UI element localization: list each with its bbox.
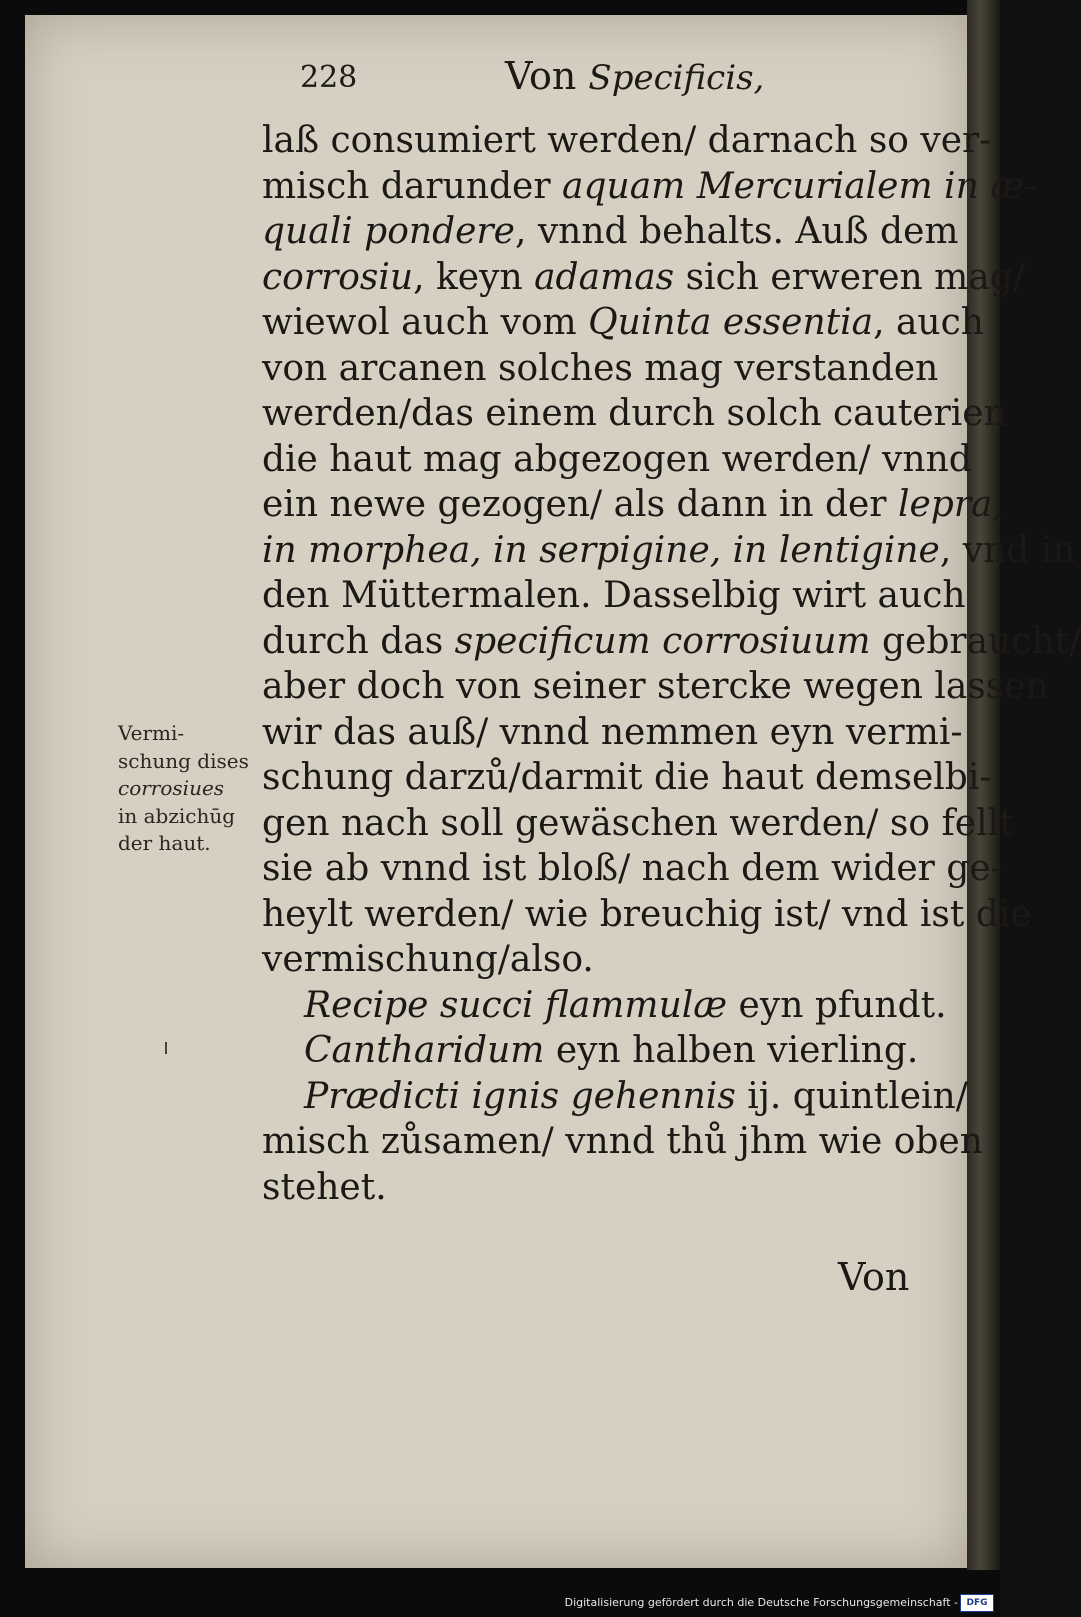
stray-ink-mark xyxy=(165,1042,167,1054)
text-line xyxy=(262,118,992,164)
text-line xyxy=(262,801,1014,847)
text-run: stehet. xyxy=(262,1166,387,1208)
main-text-block xyxy=(262,118,1081,1210)
text-line xyxy=(262,710,963,756)
footer-credit: Digitalisierung gefördert durch die Deutsche Forschungsgemeinschaft - xyxy=(564,1596,958,1609)
text-line xyxy=(262,755,992,801)
text-run: , auch xyxy=(873,302,984,343)
text-run: wir das auß/ vnnd nemmen eyn vermi- xyxy=(262,711,963,753)
latin-term: lepra, xyxy=(897,484,1004,525)
recipe-line xyxy=(304,1074,968,1120)
latin-term: adamas xyxy=(534,256,675,298)
text-line xyxy=(262,346,952,392)
marginal-note-line xyxy=(118,720,268,748)
latin-term: in morphea, in serpigine, in lentigine xyxy=(262,529,940,571)
text-run: eyn pfundt. xyxy=(727,984,947,1026)
text-run: in abzichūg xyxy=(118,803,236,828)
text-line xyxy=(262,664,1049,710)
marginal-note-line xyxy=(118,775,268,803)
latin-term: quali pondere xyxy=(262,211,515,252)
text-run: misch darunder xyxy=(262,165,563,207)
text-run: die haut mag abgezogen werden/ vnnd xyxy=(262,438,972,480)
latin-term: corrosiues xyxy=(118,776,225,800)
page-number: 228 xyxy=(300,60,358,95)
page-header xyxy=(300,48,950,108)
text-line xyxy=(262,255,1025,301)
text-run: gen nach soll gewäschen werden/ so fellt xyxy=(262,802,1014,844)
text-run: laß consumiert werden/ darnach so ver- xyxy=(262,120,992,161)
text-line xyxy=(262,892,1032,938)
text-run: wiewol auch vom xyxy=(262,302,589,343)
closing-paragraph xyxy=(262,1119,983,1210)
text-run: gebraucht/ xyxy=(870,620,1081,662)
catchword: Von xyxy=(838,1255,910,1299)
marginal-note xyxy=(118,720,268,858)
marginal-note-line xyxy=(118,830,268,858)
recipe-line xyxy=(304,983,952,1029)
text-line xyxy=(262,391,1007,437)
latin-term: corrosiu xyxy=(262,256,414,298)
latin-term: aquam Mercurialem in æ- xyxy=(562,165,1037,207)
text-run: durch das xyxy=(262,620,455,662)
text-run: der haut. xyxy=(118,831,211,855)
dfg-logo: DFG xyxy=(960,1594,994,1612)
latin-term: specificum corrosiuum xyxy=(454,620,871,662)
text-line xyxy=(262,209,959,255)
text-run: misch zůsamen/ vnnd thů jhm wie oben xyxy=(262,1121,983,1162)
text-line xyxy=(262,300,984,346)
running-head-italic: Specificis, xyxy=(588,58,765,98)
text-run: ij. quintlein/ xyxy=(735,1075,968,1117)
text-run: den Müttermalen. Dasselbig wirt auch xyxy=(262,575,966,616)
text-run: , keyn xyxy=(413,256,535,298)
text-run: schung dises xyxy=(118,748,249,773)
text-line xyxy=(262,1165,952,1211)
text-run: von arcanen solches mag verstanden xyxy=(262,347,939,389)
latin-term: Quinta essentia xyxy=(588,302,874,343)
footer-strip xyxy=(0,1590,1000,1617)
latin-term: Prædicti ignis gehennis xyxy=(304,1075,736,1117)
text-run: aber doch von seiner stercke wegen lassen xyxy=(262,666,1049,707)
text-run: vermischung/also. xyxy=(262,939,594,980)
text-line xyxy=(262,573,966,619)
recipe-list xyxy=(304,983,968,1120)
text-line xyxy=(262,437,972,483)
text-line xyxy=(262,164,1037,210)
text-run: sich erweren mag/ xyxy=(674,256,1025,298)
text-line xyxy=(262,528,1076,574)
text-run: Vermi- xyxy=(118,721,185,745)
text-line xyxy=(262,846,1003,892)
text-run: werden/das einem durch solch cauterien xyxy=(262,393,1007,434)
text-run: ein newe gezogen/ als dann in der xyxy=(262,484,898,525)
text-run: , vnnd behalts. Auß dem xyxy=(514,211,959,252)
text-line xyxy=(262,619,1081,665)
recipe-line xyxy=(304,1028,952,1074)
text-run: eyn halben vierling. xyxy=(544,1030,919,1071)
text-line xyxy=(262,937,952,983)
marginal-note-line xyxy=(118,803,268,831)
running-head xyxy=(505,54,764,98)
marginal-note-line xyxy=(118,748,268,776)
latin-term: Recipe succi flammulæ xyxy=(304,984,728,1026)
text-run: schung darzů/darmit die haut demselbi- xyxy=(262,757,992,798)
latin-term: Cantharidum xyxy=(304,1030,545,1071)
text-run: heylt werden/ wie breuchig ist/ vnd ist die xyxy=(262,893,1032,935)
running-head-plain: Von xyxy=(505,54,577,98)
text-line xyxy=(262,1119,983,1165)
text-run: sie ab vnnd ist bloß/ nach dem wider ge- xyxy=(262,848,1003,889)
body-paragraph xyxy=(262,118,1081,983)
text-line xyxy=(262,482,1004,528)
text-run: , vnd in xyxy=(939,529,1076,571)
